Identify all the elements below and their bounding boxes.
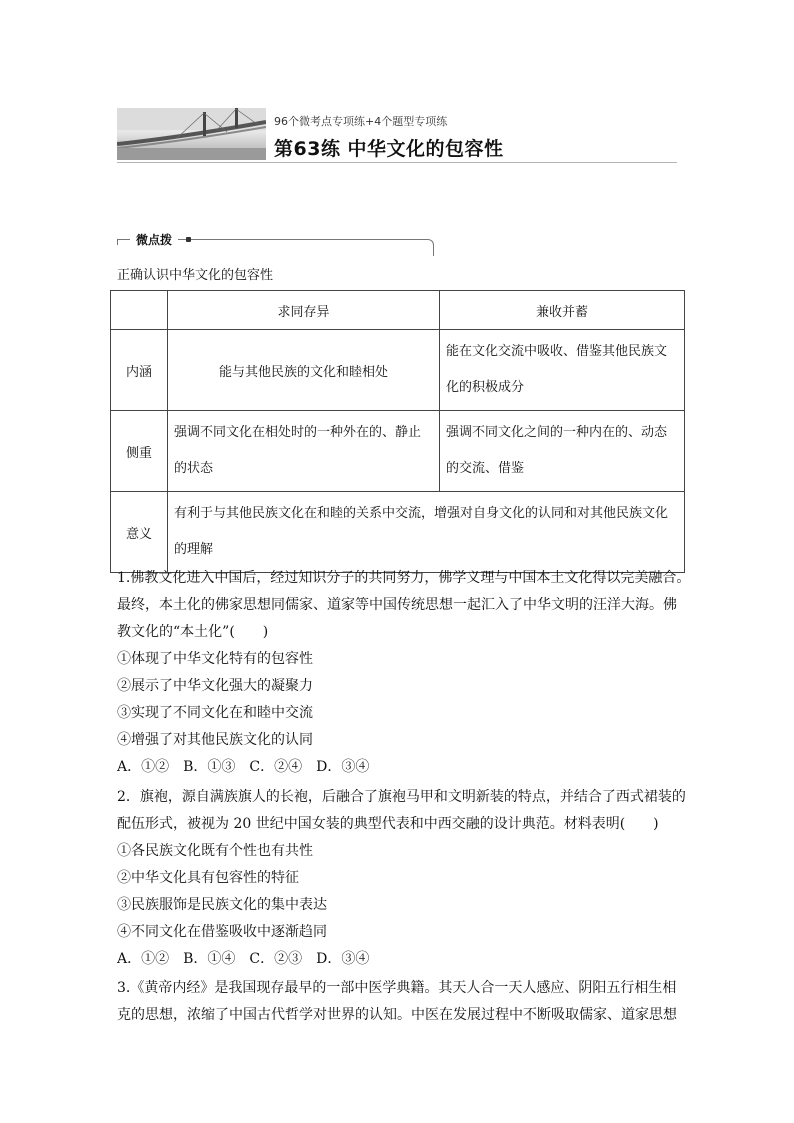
option-item: ①各民族文化既有个性也有共性 [117,843,313,859]
tip-label: 微点拨 [130,231,178,248]
square-bullet-icon [186,237,191,242]
comparison-table [110,290,685,573]
answer-choices: A．①② B．①③ C．②④ D．③④ [117,759,370,775]
table-row [111,330,685,411]
tip-box-corner [117,239,126,245]
table-row [111,411,685,492]
table-cell-merged: 有利于与其他民族文化在和睦的关系中交流，增强对自身文化的认同和对其他民族文化的理解 [168,492,685,573]
option-item: ③实现了不同文化在和睦中交流 [117,705,313,721]
question-1 [117,565,691,781]
option-item: ③民族服饰是民族文化的集中表达 [117,897,327,913]
row-label: 侧重 [111,411,168,492]
question-text-line: 教文化的“本土化”( ) [117,624,269,640]
question-text-line: 3.《黄帝内经》是我国现存最早的一部中医学典籍。其天人合一天人感应、阴阳五行相生相 [117,980,677,996]
question-text-line: 克的思想，浓缩了中国古代哲学对世界的认知。中医在发展过程中不断吸取儒家、道家思想 [117,1007,677,1023]
table-cell: 强调不同文化在相处时的一种外在的、静止的状态 [168,411,440,492]
option-item: ④增强了对其他民族文化的认同 [117,732,313,748]
table-cell: 强调不同文化之间的一种内在的、动态的交流、借鉴 [440,411,685,492]
table-cell: 能与其他民族的文化和睦相处 [168,330,440,411]
question-text-line: 1.佛教文化进入中国后，经过知识分子的共同努力，佛学义理与中国本土文化得以完美融合。 [117,570,691,586]
table-header-cell [111,291,168,330]
question-text-line: 配伍形式，被视为 20 世纪中国女装的典型代表和中西交融的设计典范。材料表明( ) [117,816,659,832]
option-item: ④不同文化在借鉴吸收中逐渐趋同 [117,924,327,940]
option-item: ①体现了中华文化特有的包容性 [117,651,313,667]
table-row [111,492,685,573]
table-header-row [111,291,685,330]
table-header-cell: 求同存异 [168,291,440,330]
header-divider [117,162,677,163]
answer-choices: A．①② B．①④ C．②③ D．③④ [117,951,370,967]
question-text-line: 最终，本土化的佛家思想同儒家、道家等中国传统思想一起汇入了中华文明的汪洋大海。佛 [117,597,677,613]
row-label: 意义 [111,492,168,573]
option-item: ②展示了中华文化强大的凝聚力 [117,678,313,694]
table-cell: 能在文化交流中吸收、借鉴其他民族文化的积极成分 [440,330,685,411]
option-item: ②中华文化具有包容性的特征 [117,870,299,886]
page-title: 第63练 中华文化的包容性 [274,138,504,160]
question-3 [117,975,683,1029]
question-2 [117,784,686,973]
bridge-image-icon [117,108,266,160]
banner-bridge-photo [117,108,266,160]
table-header-cell: 兼收并蓄 [440,291,685,330]
row-label: 内涵 [111,330,168,411]
series-label: 96个微考点专项练+4个题型专项练 [274,115,448,128]
question-text-line: 2．旗袍，源自满族旗人的长袍，后融合了旗袍马甲和文明新装的特点，并结合了西式裙装的 [117,789,686,805]
tip-subtitle: 正确认识中华文化的包容性 [117,268,274,283]
